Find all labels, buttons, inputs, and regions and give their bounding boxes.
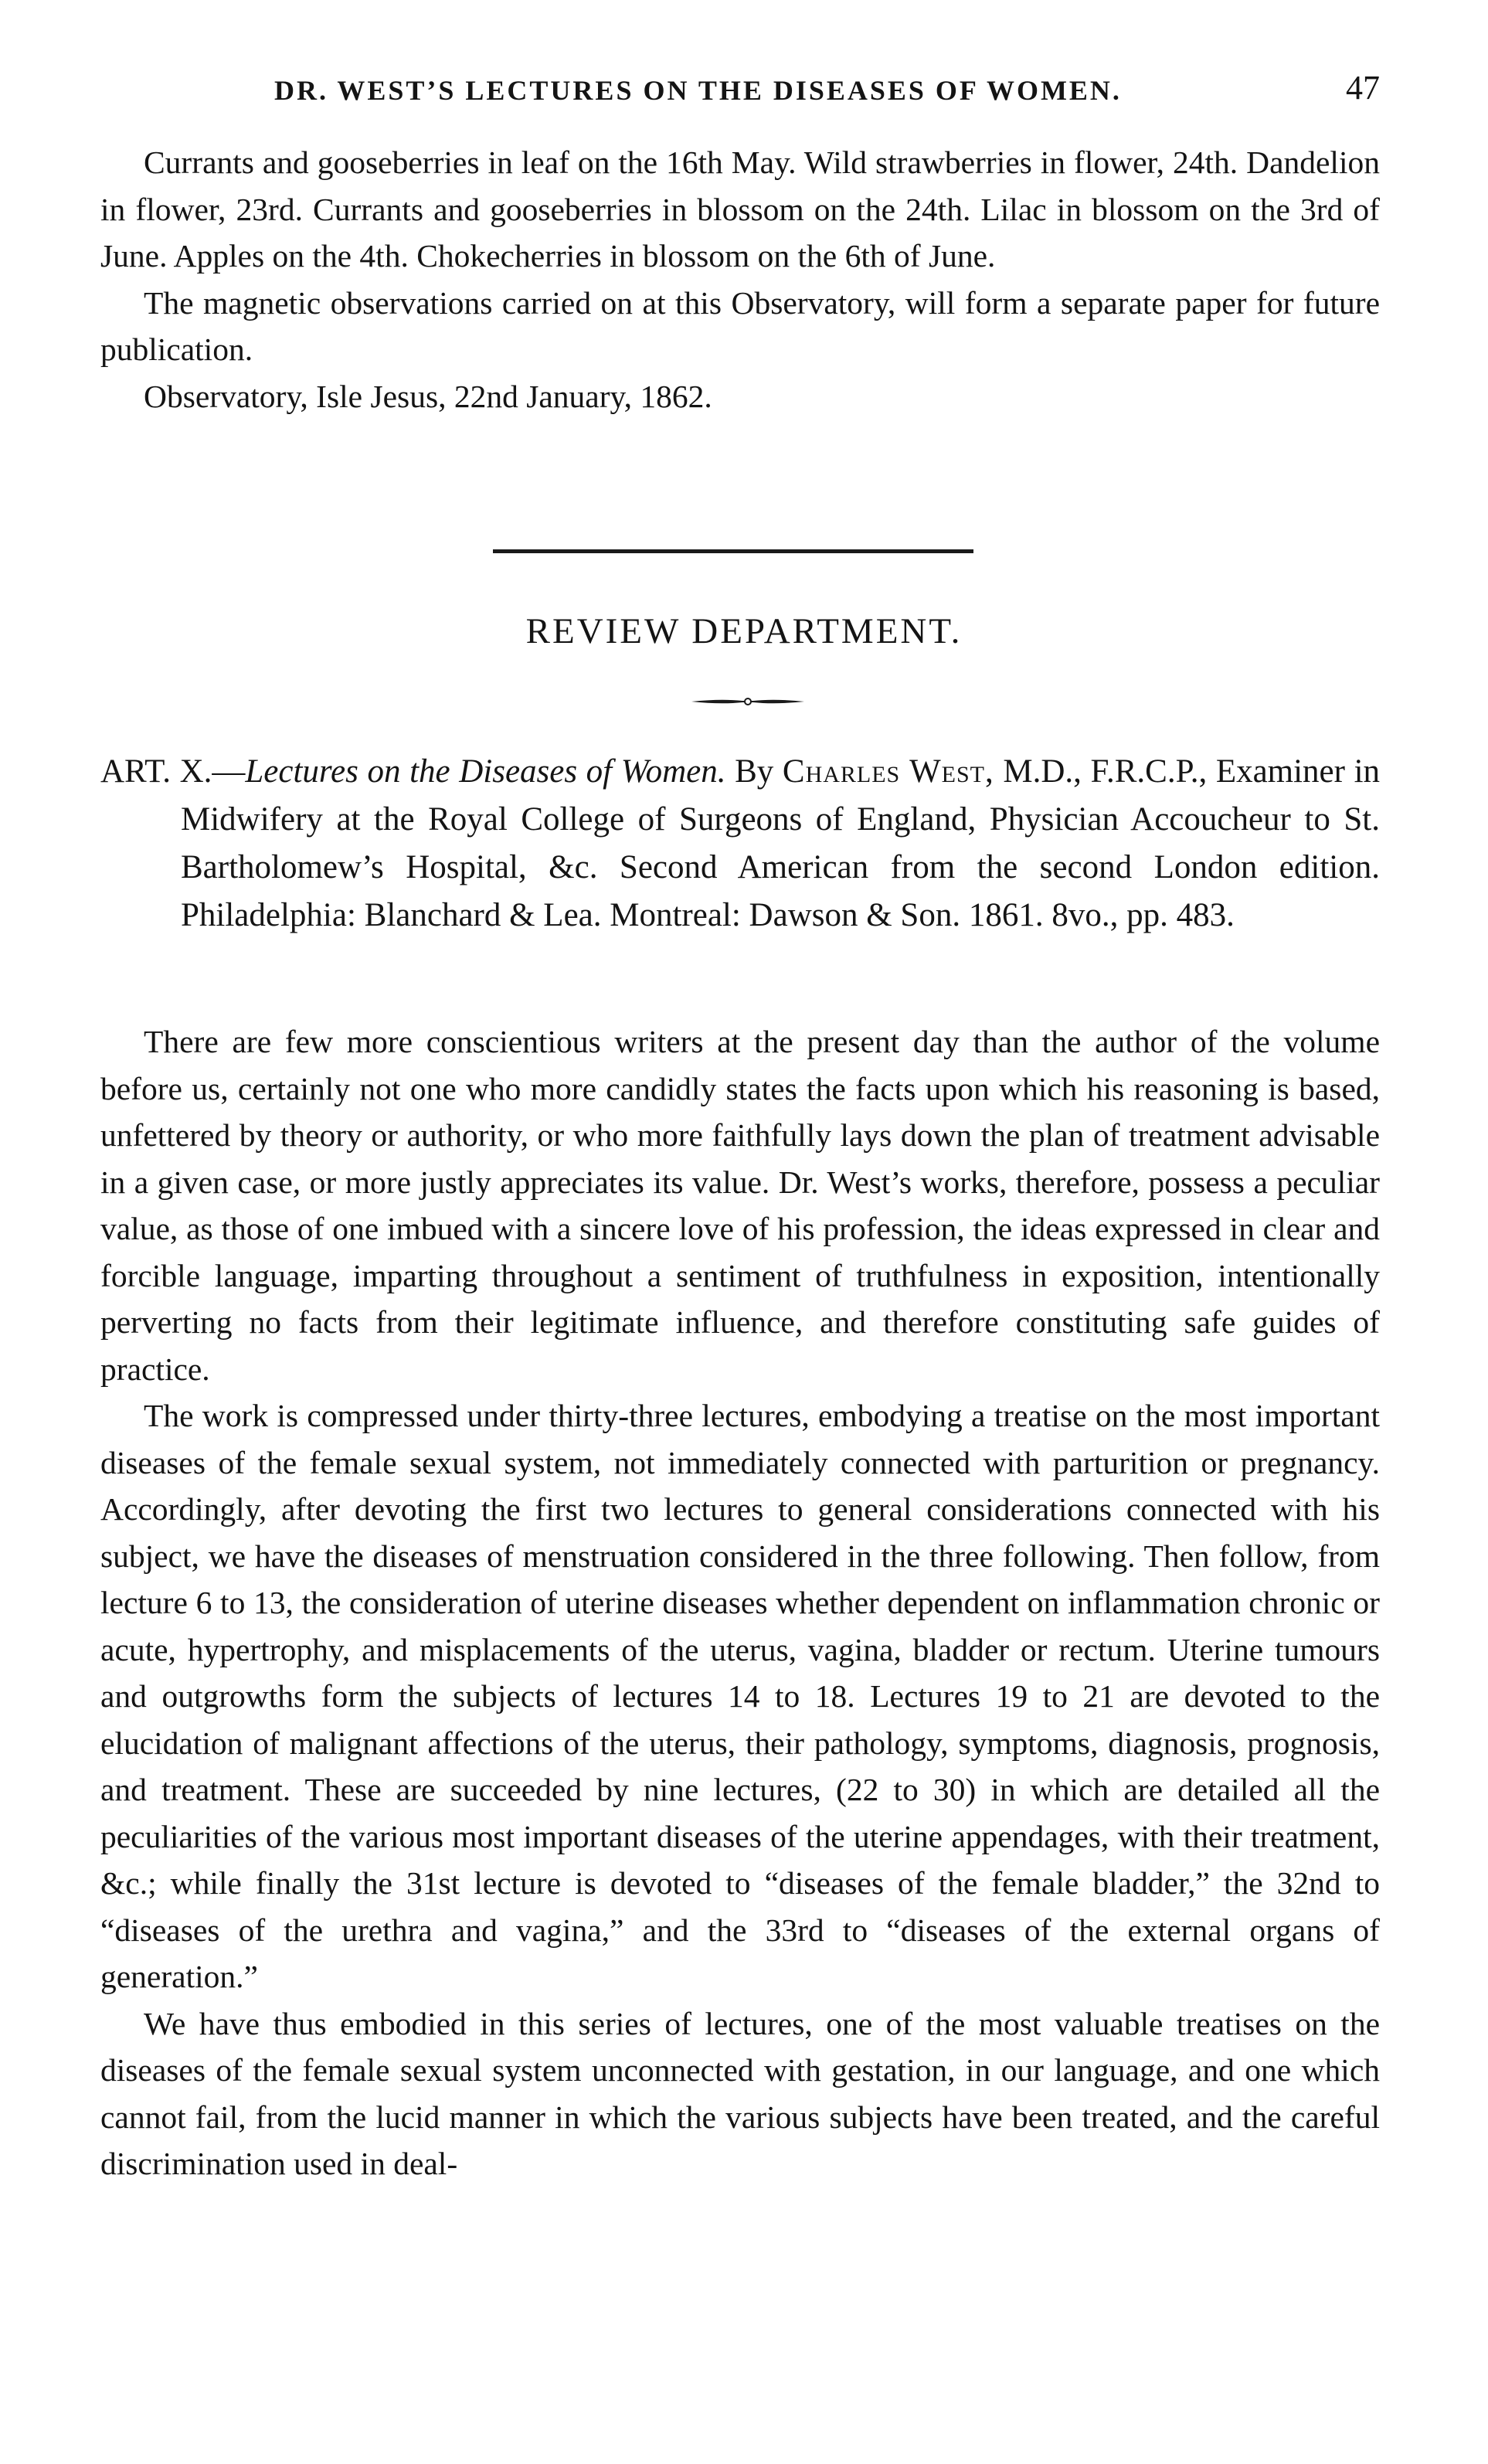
article-citation bbox=[100, 748, 1380, 940]
article-title: Lectures on the Diseases of Women. bbox=[245, 753, 726, 790]
paragraph: The work is compressed under thirty-three lectures, embodying a treatise on the most important diseases of the female sexual system, not immediately connected with parturition or pregnancy. Accordingly, after devoting the first two lectures to general considerations connected with his subject, we have the diseases of menstruation considered in the three following. Then follow, from lecture 6 to 13, the consideration of uterine diseases whether dependent on inflammation chronic or acute, hypertrophy, and misplacements of the uterus, vagina, bladder or rectum. Uterine tumours and outgrowths form the subjects of lectures 14 to 18. Lectures 19 to 21 are devoted to the elucidation of malignant affections of the uterus, their pathology, symptoms, diagnosis, prognosis, and treatment. These are succeeded by nine lectures, (22 to 30) in which are detailed all the peculiarities of the various most important diseases of the uterine appendages, with their treatment, &c.; while finally the 31st lecture is devoted to “diseases of the female bladder,” the 32nd to “diseases of the urethra and vagina,” and the 33rd to “diseases of the external organs of generation.” bbox=[100, 1398, 1380, 1994]
ornament-divider-icon bbox=[690, 695, 806, 708]
paragraph: There are few more conscientious writers at the present day than the author of the volume before us, certainly not one who more candidly states the facts upon which his reasoning is based, unfettered by theory or authority, or who more faithfully lays down the plan of treatment advisable in a given case, or more justly appreciates its value. Dr. West’s works, therefore, possess a peculiar value, as those of one imbued with a sincere love of his profession, the ideas expressed in clear and forcible language, imparting throughout a sentiment of truthfulness in exposition, intentionally perverting no facts from their legitimate influence, and therefore constituting safe guides of practice. bbox=[100, 1024, 1380, 1387]
article-details: M.D., F.R.C.P., Examiner in Midwifery at the Royal College of Surgeons of England, Physician Accoucheur to St. Bartholomew’s Hospital, &c. Second American from the second London edition. Philadelphia: Blanchard & Lea. Montreal: Dawson & Son. 1861. 8vo., pp. 483. bbox=[181, 753, 1381, 933]
article-by: By bbox=[725, 753, 783, 790]
section-title: REVIEW DEPARTMENT. bbox=[525, 611, 963, 651]
signature-line: Observatory, Isle Jesus, 22nd January, 1862. bbox=[144, 378, 712, 414]
page-number: 47 bbox=[1346, 69, 1380, 107]
paragraph: We have thus embodied in this series of lectures, one of the most valuable treatises on the diseases of the female sexual system unconnected with gestation, in our language, and one which cannot fail, from the lucid manner in which the various subjects have been treated, and the careful discrimination used in deal- bbox=[100, 2005, 1380, 2181]
article-author: Charles West, bbox=[782, 753, 994, 790]
review-body bbox=[100, 1018, 1380, 2187]
paragraph: Currants and gooseberries in leaf on the 16th May. Wild strawberries in flower, 24th. Dandelion in flower, 23rd. Currants and gooseberries in blossom on the 24th. Lilac in blossom on the 3rd of June. Apples on the 4th. Chokecherries in blossom on the 6th of June. bbox=[100, 144, 1380, 274]
observatory-notes bbox=[100, 139, 1380, 420]
page-header bbox=[100, 68, 1380, 114]
section-divider-rule bbox=[493, 549, 973, 553]
article-label: ART. X.— bbox=[100, 753, 246, 790]
running-head: DR. WEST’S LECTURES ON THE DISEASES OF WOMEN. bbox=[274, 75, 1122, 106]
paragraph: The magnetic observations carried on at this Observatory, will form a separate paper for future publication. bbox=[100, 284, 1380, 367]
